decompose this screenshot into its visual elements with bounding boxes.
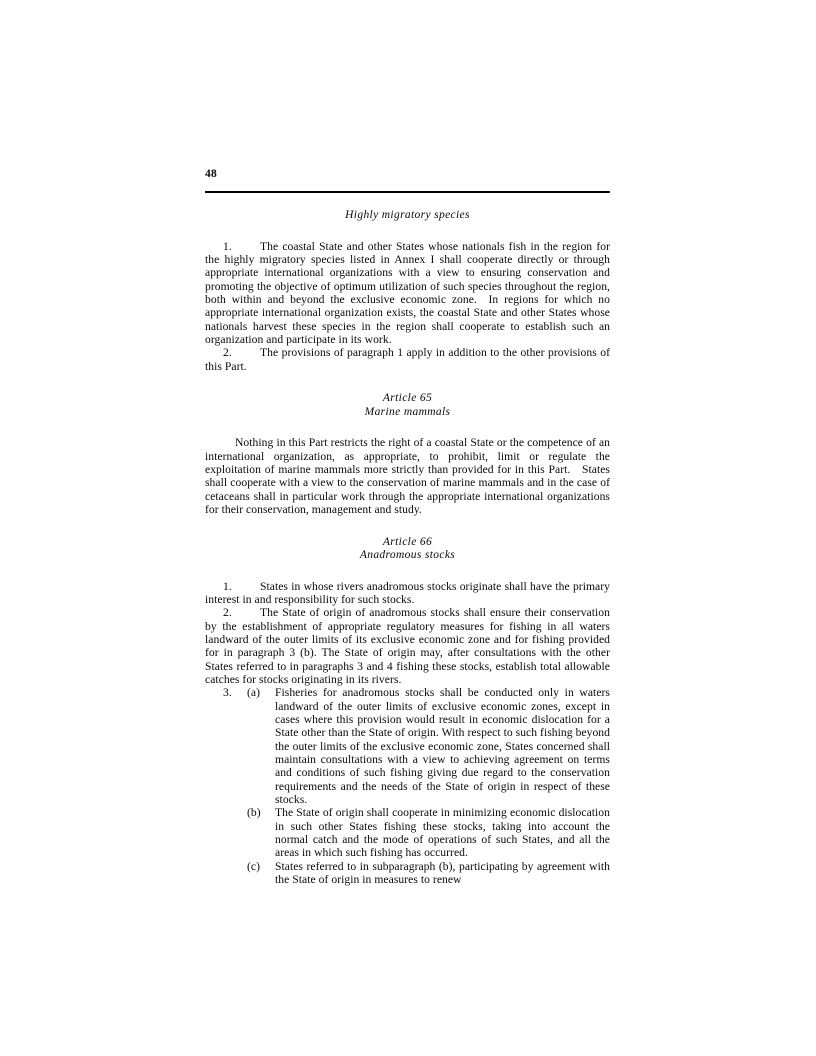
article-66-item-3-sub-a-text: Fisheries for anadromous stocks shall be conducted only in waters landward of the outer limits of exclusive economic zones, except in cases where this provision would result in economic dislocation for a State other than the State of origin. With respect to such fishing beyond the outer limits of the exclusive economic zone, States concerned shall maintain consultations with a view to achieving agreement on terms and conditions of such fishing giving due regard to the conservation requirements and the needs of the State of origin in respect of these stocks. bbox=[275, 686, 610, 806]
article-66-item-3-sub-b-text: The State of origin shall cooperate in minimizing economic dislocation in such other States fishing these stocks, taking into account the normal catch and the mode of operations of such States, and all the areas in which such fishing has occurred. bbox=[275, 806, 610, 860]
article-66-item-1-text: States in whose rivers anadromous stocks originate shall have the primary interest in and responsibility for such stocks. bbox=[205, 579, 610, 606]
article-66-item-3-sub-c bbox=[205, 860, 610, 887]
article-66-item-3-sub-c-text: States referred to in subparagraph (b), participating by agreement with the State of origin in measures to renew bbox=[275, 859, 610, 887]
article-66-item-1-number: 1. bbox=[223, 579, 232, 593]
article-66-label: Article 66 bbox=[382, 535, 433, 548]
article-66-item-1 bbox=[205, 580, 610, 607]
article-66-item-3-sub-c-label: (c) bbox=[247, 859, 261, 873]
article-66-item-2-number: 2. bbox=[223, 606, 232, 620]
article-66-heading-block bbox=[205, 536, 610, 563]
article-66-item-2-text: The State of origin of anadromous stocks shall ensure their conservation by the establishment of appropriate regulatory measures for fishing in all waters landward of the outer limits of its exclusive economic zone and for fishing provided for in paragraph 3 (b). The State of origin may, after consultations with the other States referred to in paragraphs 3 and 4 fishing these stocks, establish total allowable catches for stocks originating in its rivers. bbox=[205, 606, 610, 686]
article-66-item-2 bbox=[205, 606, 610, 686]
article-66-item-3-sub-a bbox=[205, 686, 610, 806]
paragraph-1 bbox=[205, 240, 610, 347]
paragraph-1-number: 1. bbox=[223, 239, 232, 253]
section-heading: Highly migratory species bbox=[345, 209, 470, 222]
article-66-title: Anadromous stocks bbox=[359, 549, 456, 562]
running-head bbox=[205, 168, 610, 190]
article-66-item-3-sub-b bbox=[205, 806, 610, 859]
paragraph-2-text: The provisions of paragraph 1 apply in addition to the other provisions of this Part. bbox=[205, 346, 610, 373]
article-66-item-3-sub-a-label: (a) bbox=[247, 686, 261, 700]
article-65-title: Marine mammals bbox=[364, 405, 451, 418]
article-66-item-3 bbox=[205, 686, 610, 886]
page-content bbox=[205, 168, 610, 886]
article-66-item-3-sub-b-label: (b) bbox=[247, 806, 261, 820]
article-65-label: Article 65 bbox=[382, 392, 433, 405]
article-65-heading-block bbox=[205, 392, 610, 419]
paragraph-2 bbox=[205, 346, 610, 373]
paragraph-1-text: The coastal State and other States whose nationals fish in the region for the highly migratory species listed in Annex I shall cooperate directly or through appropriate international organizations with a view to ensuring conservation and promoting the objective of optimum utilization of such species throughout the region, both within and beyond the exclusive economic zone. In regions for which no appropriate international organization exists, the coastal State and other States whose nationals harvest these species in the region shall cooperate to establish such an organization and participate in its work. bbox=[205, 239, 610, 346]
article-66-item-3-number: 3. bbox=[223, 686, 232, 700]
paragraph-2-number: 2. bbox=[223, 346, 232, 360]
page-number: 48 bbox=[205, 168, 217, 180]
article-65-body: Nothing in this Part restricts the right of a coastal State or the competence of an international organization, as appropriate, to prohibit, limit or regulate the exploitation of marine mammals more strictly than provided for in this Part. States shall cooperate with a view to the conservation of marine mammals and in the case of cetaceans shall in particular work through the appropriate international organizations for their conservation, management and study. bbox=[205, 436, 610, 516]
